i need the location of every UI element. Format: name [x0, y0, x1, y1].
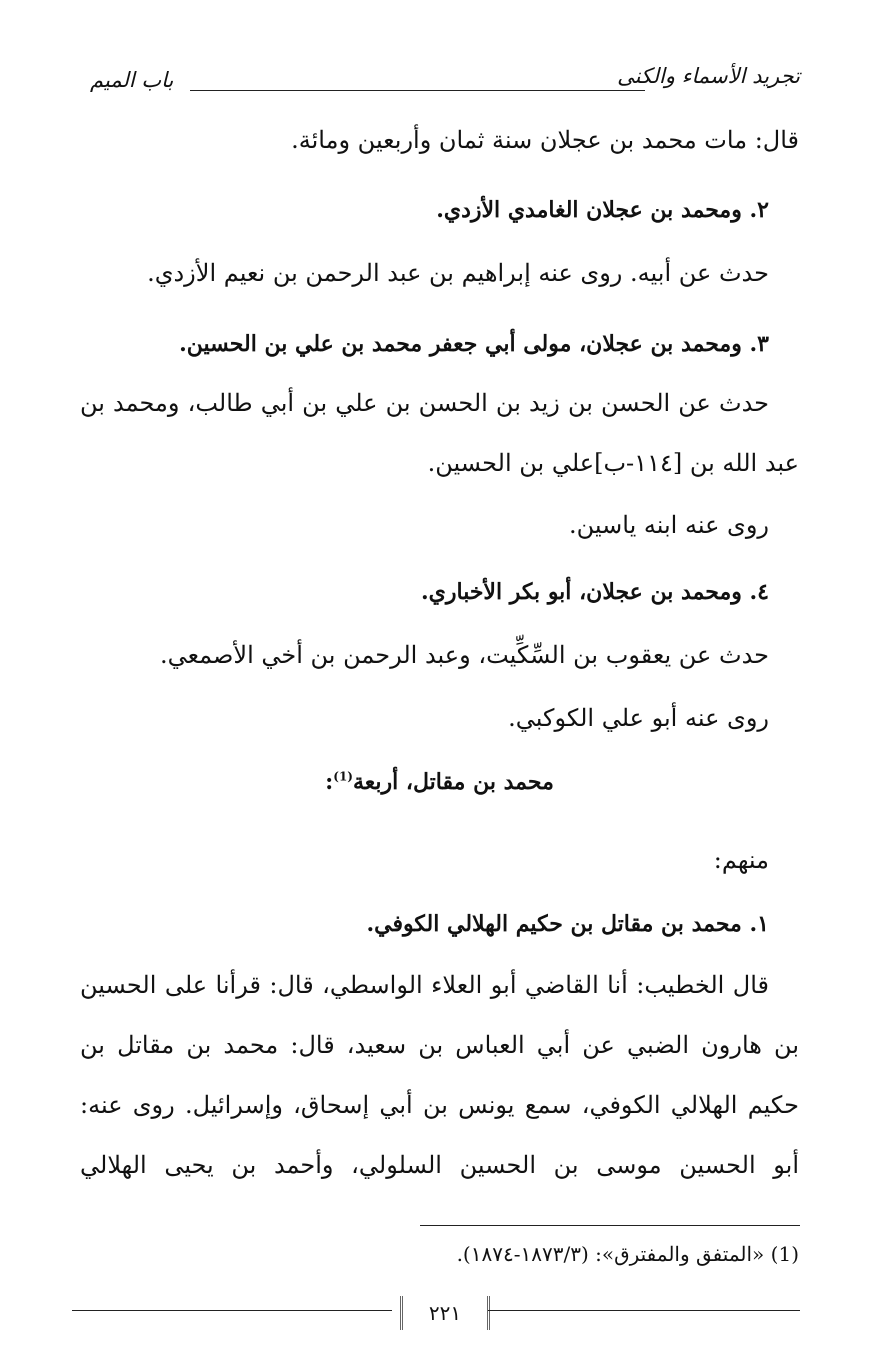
running-head [90, 60, 800, 100]
text-line: منهم: [713, 846, 769, 874]
text-line: روى عنه ابنه ياسين. [569, 511, 769, 539]
header-rule [190, 90, 645, 91]
bottom-rule-right [488, 1310, 800, 1311]
text-line: قال: مات محمد بن عجلان سنة ثمان وأربعين ومائة. [291, 126, 799, 154]
bottom-rule-left [72, 1310, 392, 1311]
section-title: محمد بن مقاتل، أربعة [352, 769, 554, 795]
text-line: حدث عن أبيه. روى عنه إبراهيم بن عبد الرحمن بن نعيم الأزدي. [147, 259, 769, 287]
text-line: حكيم الهلالي الكوفي، سمع يونس بن أبي إسحاق، وإسرائيل. روى عنه: [80, 1091, 799, 1119]
text-line: أبو الحسين موسى بن الحسين السلولي، وأحمد بن يحيى الهلالي [80, 1151, 799, 1179]
footnote-rule [420, 1225, 800, 1226]
entry-heading: ١. محمد بن مقاتل بن حكيم الهلالي الكوفي. [366, 911, 769, 937]
text-line: روى عنه أبو علي الكوكبي. [508, 704, 769, 732]
text-line: عبد الله بن [١١٤-ب]علي بن الحسين. [427, 449, 799, 477]
chapter-name: باب الميم [90, 68, 174, 92]
footnote: (1) «المتفق والمفترق»: (١٨٧٣/٣-١٨٧٤). [456, 1242, 799, 1266]
page-number: ٢٢١ [400, 1296, 490, 1330]
text-line: حدث عن يعقوب بن السِّكِّيت، وعبد الرحمن بن أخي الأصمعي. [159, 641, 769, 669]
text-line: حدث عن الحسن بن زيد بن الحسن بن علي بن أبي طالب، ومحمد بن [80, 389, 769, 417]
section-colon: : [325, 769, 334, 795]
entry-heading: ٤. ومحمد بن عجلان، أبو بكر الأخباري. [420, 579, 769, 605]
text-line: قال الخطيب: أنا القاضي أبو العلاء الواسطي، قال: قرأنا على الحسين [80, 971, 769, 999]
entry-heading: ٢. ومحمد بن عجلان الغامدي الأزدي. [436, 197, 769, 223]
entry-heading: ٣. ومحمد بن عجلان، مولى أبي جعفر محمد بن علي بن الحسين. [179, 331, 769, 357]
footnote-marker: (1) [333, 769, 353, 784]
book-title: تجريد الأسماء والكنى [617, 64, 800, 88]
text-line: بن هارون الضبي عن أبي العباس بن سعيد، قال: محمد بن مقاتل بن [80, 1031, 799, 1059]
section-heading [80, 768, 799, 797]
